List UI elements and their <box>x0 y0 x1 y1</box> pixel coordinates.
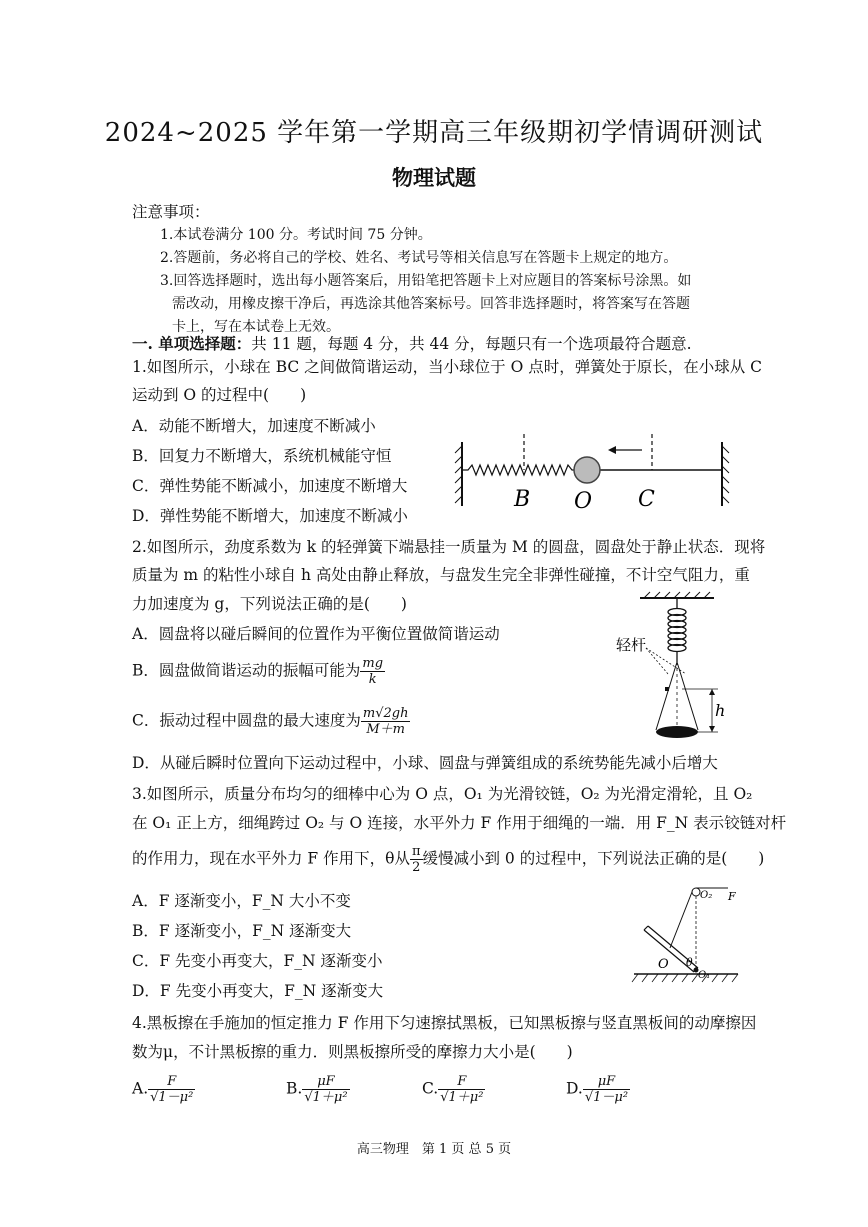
q1-label-b: B <box>514 487 531 512</box>
fraction-numerator: μF <box>302 1074 349 1090</box>
fraction-denominator: 2 <box>412 860 421 875</box>
fraction-numerator: μF <box>583 1074 630 1090</box>
q2-option-a: A．圆盘将以碰后瞬间的位置作为平衡位置做简谐运动 <box>132 625 500 643</box>
q3-label-theta: θ <box>686 956 693 969</box>
exam-title: 2024~2025 学年第一学期高三年级期初学情调研测试 <box>104 118 764 148</box>
q4-stem-line2: 数为μ，不计黑板擦的重力．则黑板擦所受的摩擦力大小是( ) <box>132 1043 573 1061</box>
q3-rod-pulley-figure <box>628 882 743 992</box>
q4-option-a <box>132 1074 195 1105</box>
q1-spring-figure <box>452 428 742 518</box>
fraction-denominator: √1－μ² <box>150 1090 194 1105</box>
q2-stem-line1: 2.如图所示，劲度系数为 k 的轻弹簧下端悬挂一质量为 M 的圆盘，圆盘处于静止状态．现将 <box>132 538 766 556</box>
option-label: C. <box>422 1079 439 1098</box>
fraction-numerator: π <box>411 844 421 859</box>
q3-label-o2: O₂ <box>700 890 713 901</box>
page-footer: 高三物理 第 1 页 总 5 页 <box>356 1142 512 1157</box>
q1-option-a: A．动能不断增大，加速度不断减小 <box>132 417 376 435</box>
fraction-denominator: k <box>368 672 377 687</box>
q3-option-b: B．F 逐渐变小，F_N 逐渐变大 <box>132 922 352 940</box>
q1-option-c: C．弹性势能不断减小，加速度不断增大 <box>132 477 408 495</box>
q1-option-d: D．弹性势能不断增大，加速度不断减小 <box>132 507 408 525</box>
q3-label-f: F <box>728 890 736 903</box>
q2-label-rod: 轻杆 <box>616 636 647 654</box>
q3-option-c: C．F 先变小再变大，F_N 逐渐变小 <box>132 952 383 970</box>
q4-stem-line1: 4.黑板擦在手施加的恒定推力 F 作用下匀速擦拭黑板，已知黑板擦与竖直黑板间的动摩擦因 <box>132 1014 757 1032</box>
note-item: 卡上，写在本试卷上无效。 <box>172 319 340 335</box>
q4-option-b-fraction <box>302 1074 349 1105</box>
q1-label-c: C <box>638 487 655 512</box>
q3-label-o: O <box>658 957 669 972</box>
q4-option-c-fraction <box>438 1074 485 1105</box>
q1-label-o: O <box>574 489 593 514</box>
q3-option-a: A．F 逐渐变小，F_N 大小不变 <box>132 892 351 910</box>
q3-label-o1: O₁ <box>698 970 711 981</box>
note-item: 1.本试卷满分 100 分。考试时间 75 分钟。 <box>160 227 432 243</box>
fraction-denominator: √1－μ² <box>584 1090 629 1105</box>
fraction-denominator: √1＋μ² <box>440 1090 484 1105</box>
q2-stem-line3: 力加速度为 g，下列说法正确的是( ) <box>132 595 407 613</box>
q3-stem-line3-post: 缓慢减小到 0 的过程中，下列说法正确的是( ) <box>422 849 765 868</box>
exam-subtitle: 物理试题 <box>392 166 476 190</box>
q2-option-b-text: B．圆盘做简谐运动的振幅可能为 <box>132 661 361 680</box>
fraction-numerator: F <box>438 1074 485 1090</box>
q3-stem-line3 <box>132 844 764 875</box>
q2-option-b <box>132 656 385 687</box>
section-heading: 一. 单项选择题： <box>132 334 252 353</box>
q4-option-b <box>286 1074 350 1105</box>
fraction-numerator: m√2gh <box>362 706 409 721</box>
section-header <box>132 333 692 355</box>
q2-spring-disk-figure <box>612 590 732 750</box>
q1-stem-line2: 运动到 O 的过程中( ) <box>132 386 307 404</box>
q4-option-d-fraction <box>583 1074 630 1105</box>
fraction-numerator: F <box>148 1074 195 1090</box>
q3-stem-line1: 3.如图所示，质量分布均匀的细棒中心为 O 点，O₁ 为光滑铰链，O₂ 为光滑定滑轮，且 O₂ <box>132 785 753 803</box>
q2-option-b-fraction <box>360 656 385 687</box>
q2-option-c-text: C．振动过程中圆盘的最大速度为 <box>132 711 361 730</box>
q2-stem-line2: 质量为 m 的粘性小球自 h 高处由静止释放，与盘发生完全非弹性碰撞，不计空气阻力，重 <box>132 566 750 584</box>
option-label: D. <box>566 1079 583 1098</box>
q1-stem-line1: 1.如图所示，小球在 BC 之间做简谐运动，当小球位于 O 点时，弹簧处于原长，在小球从 C <box>132 358 763 376</box>
note-item: 2.答题前，务必将自己的学校、姓名、考试号等相关信息写在答题卡上规定的地方。 <box>160 250 678 266</box>
fraction-numerator: mg <box>362 656 384 671</box>
q3-stem-line3-pre: 的作用力，现在水平外力 F 作用下，θ从 <box>132 849 410 868</box>
notes-heading: 注意事项： <box>132 203 210 221</box>
fraction-denominator: √1＋μ² <box>304 1090 348 1105</box>
note-item: 需改动，用橡皮擦干净后，再选涂其他答案标号。回答非选择题时，将答案写在答题 <box>172 296 690 312</box>
q4-option-d <box>566 1074 630 1105</box>
section-desc: 共 11 题，每题 4 分，共 44 分，每题只有一个选项最符合题意. <box>251 335 692 353</box>
q2-label-h: h <box>715 701 726 720</box>
option-label: A. <box>132 1079 149 1098</box>
fraction-denominator: M＋m <box>366 722 405 737</box>
q4-option-a-fraction <box>148 1074 195 1105</box>
q4-option-c <box>422 1074 485 1105</box>
q2-option-c <box>132 706 410 737</box>
q3-option-d: D．F 先变小再变大，F_N 逐渐变大 <box>132 982 384 1000</box>
q2-option-c-fraction <box>361 706 411 737</box>
q1-option-b: B．回复力不断增大，系统机械能守恒 <box>132 447 392 465</box>
q3-stem-line2: 在 O₁ 正上方，细绳跨过 O₂ 与 O 连接，水平外力 F 作用于细绳的一端．用 F_N 表示铰链对杆 <box>132 814 787 832</box>
q2-option-d: D．从碰后瞬时位置向下运动过程中，小球、圆盘与弹簧组成的系统势能先减小后增大 <box>132 754 718 772</box>
option-label: B. <box>286 1079 303 1098</box>
q3-theta-fraction <box>410 844 423 875</box>
note-item: 3.回答选择题时，选出每小题答案后，用铅笔把答题卡上对应题目的答案标号涂黑。如 <box>160 273 692 289</box>
